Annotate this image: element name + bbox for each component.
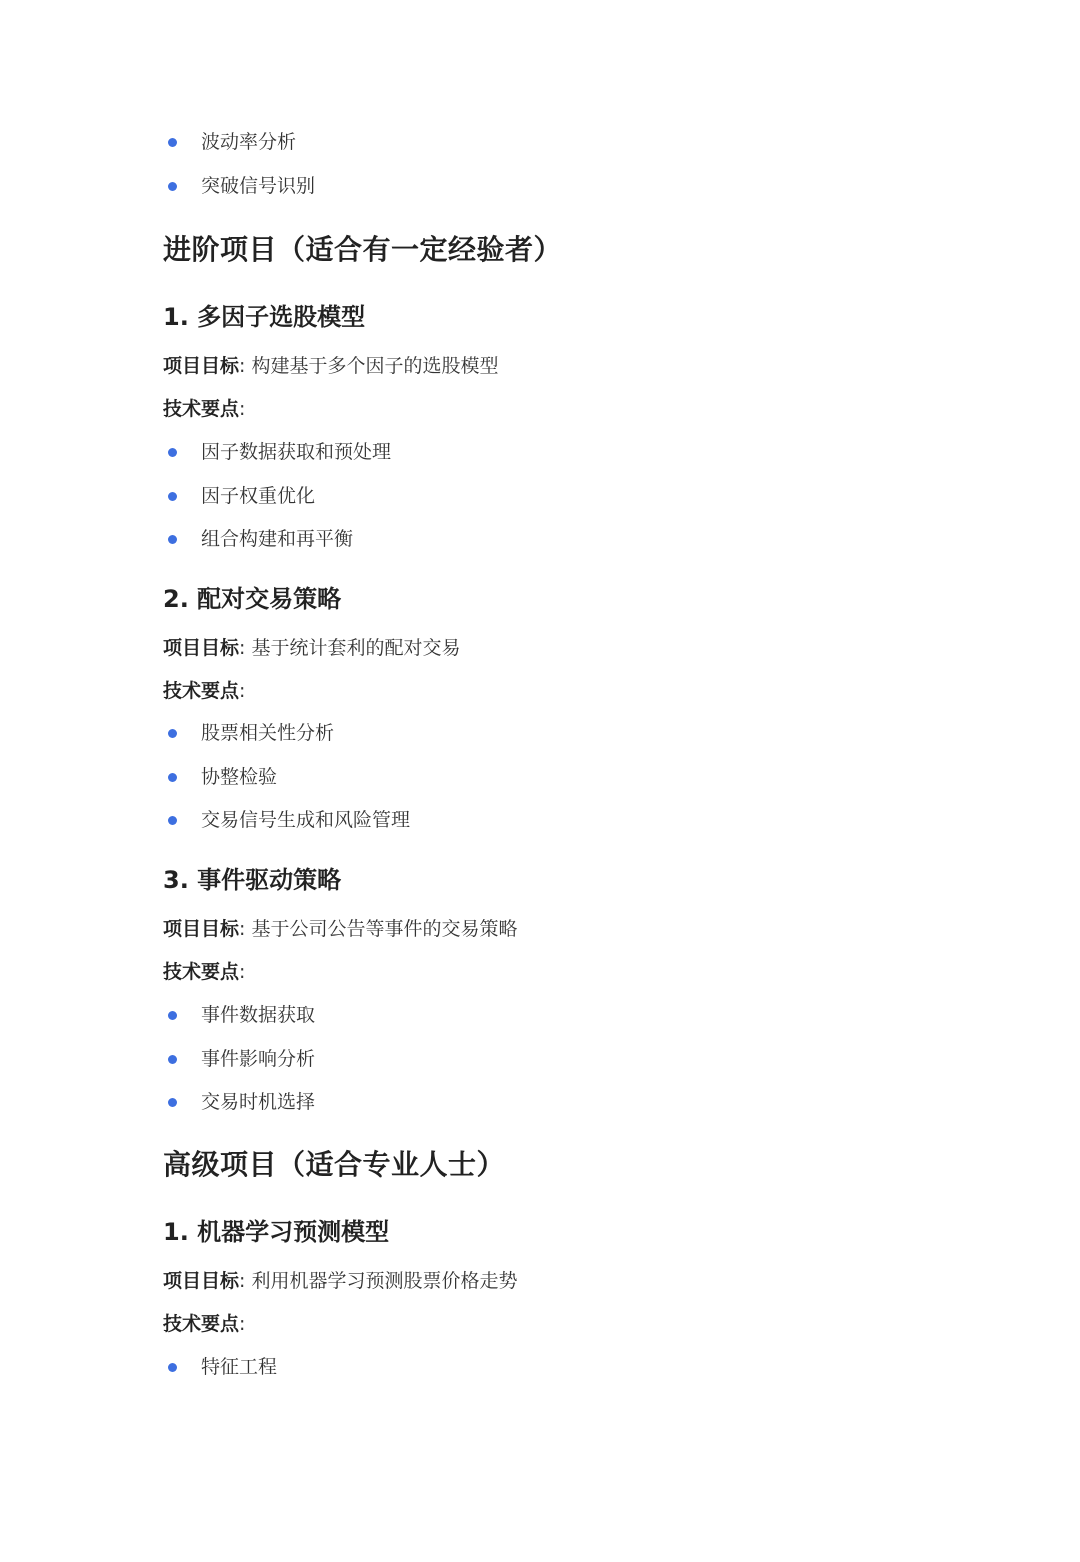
tech-label: 技术要点 [163, 398, 240, 420]
list-item-text: 因子数据获取和预处理 [201, 441, 392, 463]
list-item-text: 交易时机选择 [201, 1091, 316, 1113]
list-item-text: 因子权重优化 [201, 484, 316, 507]
bullet-dot-icon [168, 816, 177, 825]
bullet-dot-icon [168, 1011, 177, 1020]
project-goal [163, 352, 498, 380]
list-item [163, 1081, 315, 1125]
project-heading: 3. 事件驱动策略 [163, 866, 342, 894]
goal-text: : 基于公司公告等事件的交易策略 [239, 918, 518, 940]
project-goal [163, 1267, 517, 1295]
bullet-dot-icon [168, 535, 177, 544]
project-goal [163, 915, 517, 943]
tech-bullet-list [163, 1346, 277, 1390]
list-item [163, 1038, 315, 1082]
section-heading-intermediate: 进阶项目（适合有一定经验者） [163, 233, 563, 266]
list-item-text: 事件影响分析 [201, 1047, 316, 1070]
project-goal [163, 634, 460, 662]
list-item [163, 121, 315, 165]
tech-points-label [163, 958, 245, 986]
bullet-dot-icon [168, 1098, 177, 1107]
bullet-dot-icon [168, 773, 177, 782]
goal-label: 项目目标 [163, 355, 240, 377]
tech-label: 技术要点 [163, 961, 240, 983]
tech-bullet-list [163, 712, 410, 843]
goal-label: 项目目标 [163, 637, 240, 659]
tech-points-label [163, 677, 245, 705]
list-item-text: 特征工程 [201, 1356, 278, 1378]
project-heading: 1. 多因子选股模型 [163, 303, 366, 331]
tech-bullet-list [163, 431, 391, 562]
list-item-text: 突破信号识别 [201, 174, 316, 197]
tech-bullet-list [163, 994, 315, 1125]
goal-label: 项目目标 [163, 1270, 240, 1292]
list-item-text: 股票相关性分析 [201, 722, 335, 744]
list-item [163, 431, 391, 475]
list-item [163, 799, 410, 843]
bullet-dot-icon [168, 492, 177, 501]
intro-bullet-list [163, 121, 315, 208]
list-item [163, 756, 410, 800]
list-item [163, 518, 391, 562]
section-heading-advanced: 高级项目（适合专业人士） [163, 1148, 506, 1181]
goal-text: : 构建基于多个因子的选股模型 [239, 355, 499, 377]
goal-label: 项目目标 [163, 918, 240, 940]
goal-text: : 利用机器学习预测股票价格走势 [239, 1270, 518, 1292]
list-item [163, 994, 315, 1038]
tech-colon: : [239, 680, 246, 702]
bullet-dot-icon [168, 138, 177, 147]
list-item-text: 组合构建和再平衡 [201, 528, 354, 550]
project-heading: 2. 配对交易策略 [163, 585, 342, 613]
tech-colon: : [239, 1313, 246, 1335]
list-item-text: 交易信号生成和风险管理 [201, 809, 411, 831]
goal-text: : 基于统计套利的配对交易 [239, 637, 461, 659]
bullet-dot-icon [168, 182, 177, 191]
tech-colon: : [239, 961, 246, 983]
tech-label: 技术要点 [163, 1313, 240, 1335]
tech-points-label [163, 1310, 245, 1338]
tech-points-label [163, 395, 245, 423]
bullet-dot-icon [168, 1055, 177, 1064]
bullet-dot-icon [168, 448, 177, 457]
list-item-text: 协整检验 [201, 765, 278, 788]
list-item [163, 165, 315, 209]
list-item-text: 事件数据获取 [201, 1004, 316, 1026]
project-heading: 1. 机器学习预测模型 [163, 1218, 390, 1246]
tech-colon: : [239, 398, 246, 420]
list-item [163, 1346, 277, 1390]
list-item-text: 波动率分析 [201, 131, 297, 153]
list-item [163, 712, 410, 756]
bullet-dot-icon [168, 1363, 177, 1372]
list-item [163, 475, 391, 519]
bullet-dot-icon [168, 729, 177, 738]
tech-label: 技术要点 [163, 680, 240, 702]
